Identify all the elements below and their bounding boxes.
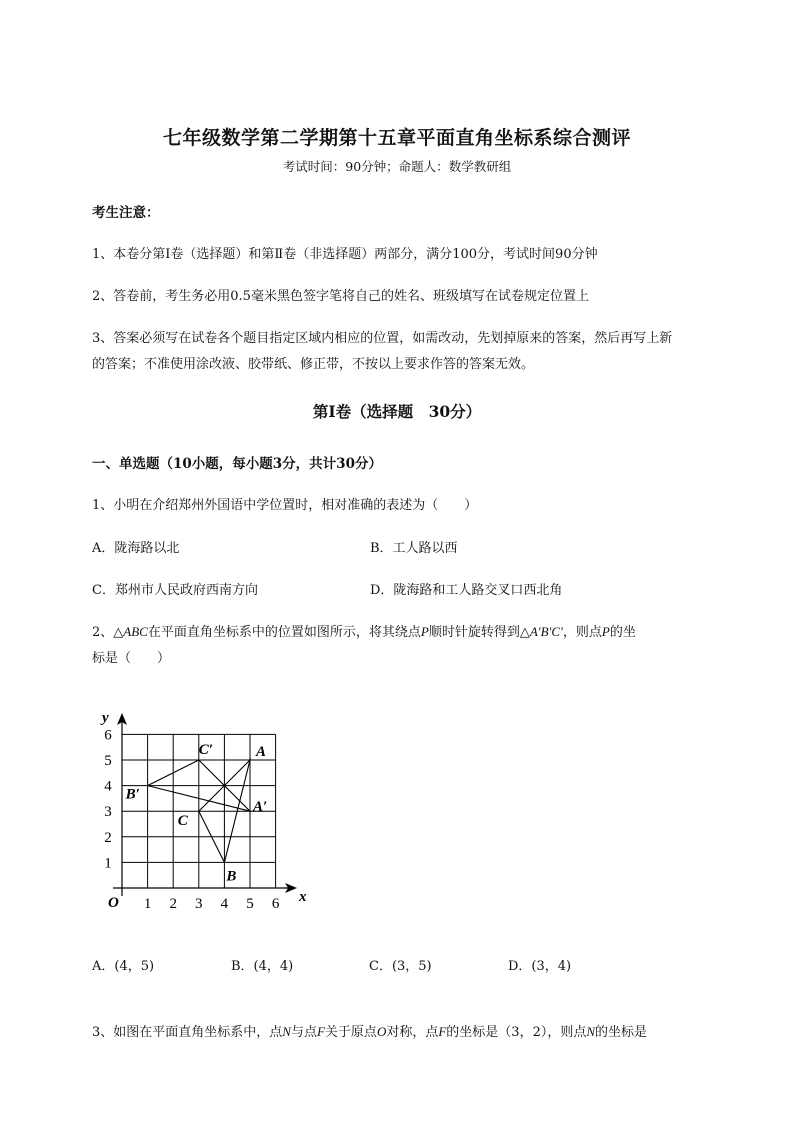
q2-stem-line2: 标是（ ） bbox=[92, 651, 171, 666]
q3-stem-part: 3、如图在平面直角坐标系中，点 bbox=[92, 1025, 283, 1040]
y-tick-label: 1 bbox=[104, 855, 112, 872]
y-tick-label: 3 bbox=[104, 804, 112, 821]
q1-option-d[interactable]: D．陇海路和工人路交叉口西北角 bbox=[370, 583, 563, 598]
point-label-b-prime: B′ bbox=[125, 786, 140, 803]
q3-point-n: N bbox=[282, 1024, 291, 1039]
x-tick-label: 2 bbox=[169, 896, 177, 912]
x-tick-label: 4 bbox=[220, 896, 229, 912]
q3-stem-part: 的坐标是 bbox=[595, 1025, 648, 1040]
origin-label: O bbox=[108, 895, 119, 911]
q3-point-o: O bbox=[376, 1024, 387, 1039]
notice-heading: 考生注意： bbox=[92, 205, 160, 221]
x-tick-label: 6 bbox=[271, 896, 280, 912]
coordinate-grid-figure bbox=[95, 700, 315, 920]
section-title: 第Ⅰ卷（选择题 30分） bbox=[312, 402, 482, 421]
q2-point-p: P bbox=[420, 624, 429, 639]
q2-option-c[interactable]: C．(3，5) bbox=[369, 959, 432, 974]
q2-stem bbox=[92, 621, 636, 640]
notice-item-3-cont: 的答案；不准使用涂改液、胶带纸、修正带，不按以上要求作答的答案无效。 bbox=[92, 357, 535, 372]
x-tick-label: 1 bbox=[143, 896, 152, 912]
q2-triangle-prime: A′B′C′ bbox=[529, 624, 563, 639]
y-tick-labels bbox=[104, 727, 112, 871]
q3-stem-part: 与点 bbox=[290, 1025, 317, 1040]
point-label-b: B bbox=[226, 868, 237, 885]
point-label-a: A bbox=[256, 744, 267, 760]
q3-point-f: F bbox=[438, 1024, 447, 1039]
q2-option-b[interactable]: B．(4，4) bbox=[231, 959, 294, 974]
notice-item-2: 2、答卷前，考生务必用0.5毫米黑色签字笔将自己的姓名、班级填写在试卷规定位置上 bbox=[92, 289, 589, 304]
x-axis-label: x bbox=[299, 889, 307, 905]
point-label-a-prime: A′ bbox=[253, 799, 268, 816]
q2-triangle-abc: ABC bbox=[123, 624, 148, 639]
exam-info: 考试时间：90分钟；命题人：数学教研组 bbox=[282, 159, 512, 174]
y-tick-label: 4 bbox=[104, 778, 112, 795]
point-label-c-prime: C′ bbox=[198, 742, 214, 758]
q3-point-f: F bbox=[316, 1024, 325, 1039]
y-axis-label: y bbox=[102, 710, 109, 726]
notice-item-3: 3、答案必须写在试卷各个题目指定区域内相应的位置，如需改动，先划掉原来的答案，然后再写上新 bbox=[92, 331, 673, 346]
q2-stem-part: 在平面直角坐标系中的位置如图所示，将其绕点 bbox=[147, 625, 421, 640]
x-tick-label: 3 bbox=[195, 896, 203, 912]
q2-stem-part: ，则点 bbox=[562, 625, 602, 640]
q2-option-a[interactable]: A．(4，5) bbox=[92, 959, 155, 974]
notice-item-1: 1、本卷分第Ⅰ卷（选择题）和第Ⅱ卷（非选择题）两部分，满分100分，考试时间90分钟 bbox=[92, 247, 598, 262]
q2-stem-part: 顺时针旋转得到△ bbox=[428, 625, 530, 640]
point-labels bbox=[125, 742, 268, 884]
y-tick-label: 6 bbox=[104, 727, 112, 744]
q2-stem-part: 的坐 bbox=[609, 625, 636, 640]
q1-stem: 1、小明在介绍郑州外国语中学位置时，相对准确的表述为（ ） bbox=[92, 498, 478, 513]
point-label-c: C bbox=[177, 813, 188, 830]
y-tick-label: 5 bbox=[104, 753, 112, 769]
q1-option-c[interactable]: C．郑州市人民政府西南方向 bbox=[92, 583, 258, 598]
part-heading: 一、单选题（10小题，每小题3分，共计30分） bbox=[92, 456, 382, 472]
q1-option-a[interactable]: A．陇海路以北 bbox=[92, 541, 180, 556]
q1-option-b[interactable]: B．工人路以西 bbox=[370, 541, 458, 556]
q3-stem-part: 对称，点 bbox=[386, 1025, 439, 1040]
q2-option-d[interactable]: D．(3，4) bbox=[508, 959, 572, 974]
q3-stem-part: 的坐标是（3，2），则点 bbox=[446, 1025, 587, 1040]
page-title: 七年级数学第二学期第十五章平面直角坐标系综合测评 bbox=[162, 127, 631, 149]
q3-point-n: N bbox=[586, 1024, 596, 1039]
q2-point-p: P bbox=[601, 624, 610, 639]
q3-stem-part: 关于原点 bbox=[324, 1025, 377, 1040]
y-tick-label: 2 bbox=[104, 829, 112, 846]
x-tick-label: 5 bbox=[246, 896, 254, 912]
q3-stem bbox=[92, 1021, 647, 1040]
x-tick-labels bbox=[144, 896, 280, 912]
q2-stem-part: 2、△ bbox=[92, 625, 124, 640]
